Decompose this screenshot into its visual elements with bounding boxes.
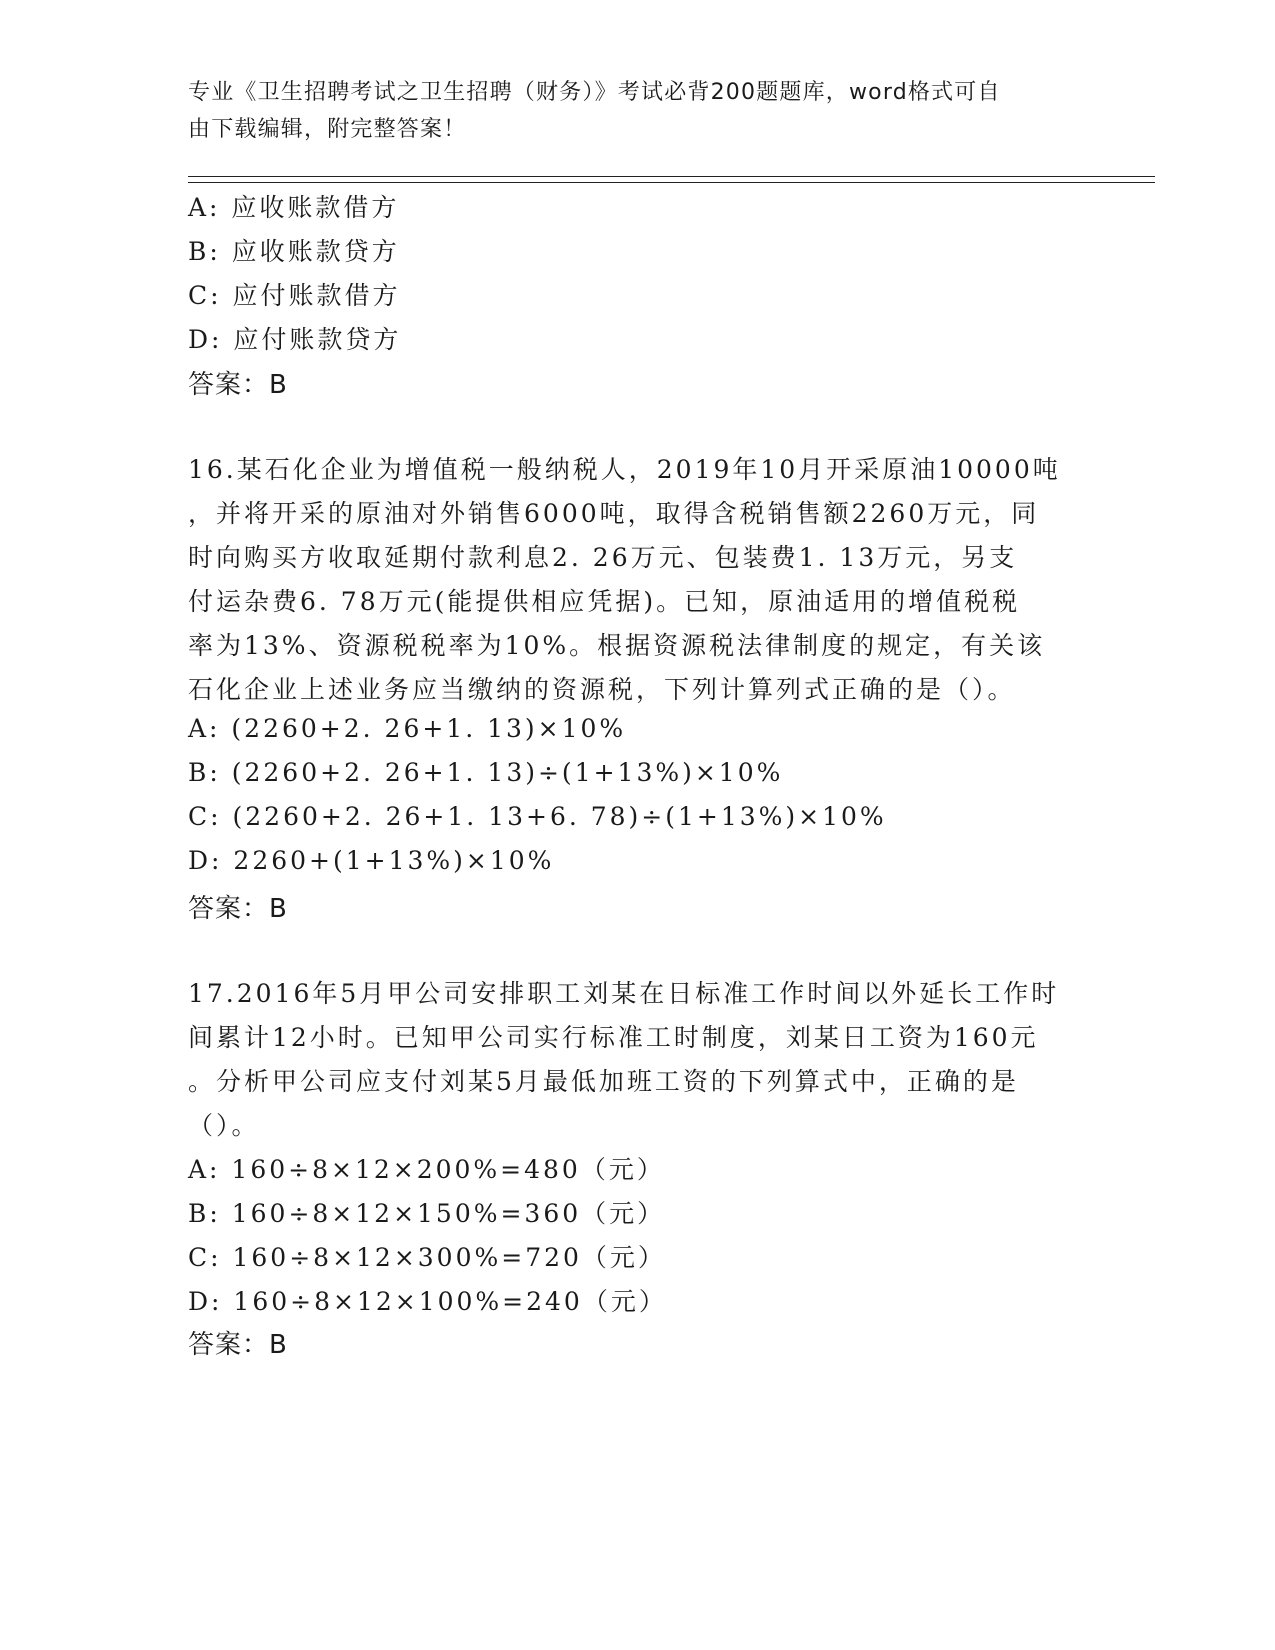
- q16-answer: 答案：B: [188, 894, 288, 924]
- q17-stem-line-1: 17.2016年5月甲公司安排职工刘某在日标准工作时间以外延长工作时: [188, 979, 1060, 1008]
- header-divider-top: [188, 176, 1155, 177]
- q17-option-c: C: 160÷8×12×300%=720（元）: [188, 1243, 666, 1272]
- q16-stem-line-5: 率为13%、资源税税率为10%。根据资源税法律制度的规定，有关该: [188, 631, 1046, 660]
- q16-option-b: B: (2260+2. 26+1. 13)÷(1+13%)×10%: [188, 758, 784, 787]
- q15-option-d: D: 应付账款贷方: [188, 325, 402, 354]
- q17-stem-line-3: 。分析甲公司应支付刘某5月最低加班工资的下列算式中，正确的是: [188, 1067, 1019, 1096]
- q17-option-b: B: 160÷8×12×150%=360（元）: [188, 1199, 666, 1228]
- header-line-2: 由下载编辑，附完整答案！: [188, 117, 467, 142]
- q16-stem-line-6: 石化企业上述业务应当缴纳的资源税，下列计算列式正确的是（）。: [188, 675, 1016, 704]
- header-line-1: 专业《卫生招聘考试之卫生招聘（财务）》考试必背200题题库，word格式可自: [188, 80, 1001, 105]
- q17-answer: 答案：B: [188, 1330, 288, 1360]
- q15-option-b: B: 应收账款贷方: [188, 237, 400, 266]
- document-header: [188, 74, 1068, 148]
- q16-option-a: A: (2260+2. 26+1. 13)×10%: [188, 714, 627, 743]
- q15-option-c: C: 应付账款借方: [188, 281, 401, 310]
- q15-option-a: A: 应收账款借方: [188, 193, 400, 222]
- q16-stem-line-4: 付运杂费6. 78万元(能提供相应凭据)。已知，原油适用的增值税税: [188, 587, 1021, 616]
- q16-stem-line-2: ，并将开采的原油对外销售6000吨，取得含税销售额2260万元，同: [188, 499, 1040, 528]
- q17-option-d: D: 160÷8×12×100%=240（元）: [188, 1287, 667, 1316]
- q16-option-d: D: 2260+(1+13%)×10%: [188, 846, 555, 875]
- q16-stem-line-3: 时向购买方收取延期付款利息2. 26万元、包装费1. 13万元，另支: [188, 543, 1018, 572]
- header-divider-bottom: [188, 182, 1155, 183]
- q15-answer: 答案：B: [188, 370, 288, 400]
- q17-option-a: A: 160÷8×12×200%=480（元）: [188, 1155, 665, 1184]
- q17-stem-line-2: 间累计12小时。已知甲公司实行标准工时制度，刘某日工资为160元: [188, 1023, 1039, 1052]
- q17-stem-line-4: （）。: [188, 1111, 260, 1140]
- q16-stem-line-1: 16.某石化企业为增值税一般纳税人，2019年10月开采原油10000吨: [188, 455, 1061, 484]
- q16-option-c: C: (2260+2. 26+1. 13+6. 78)÷(1+13%)×10%: [188, 802, 887, 831]
